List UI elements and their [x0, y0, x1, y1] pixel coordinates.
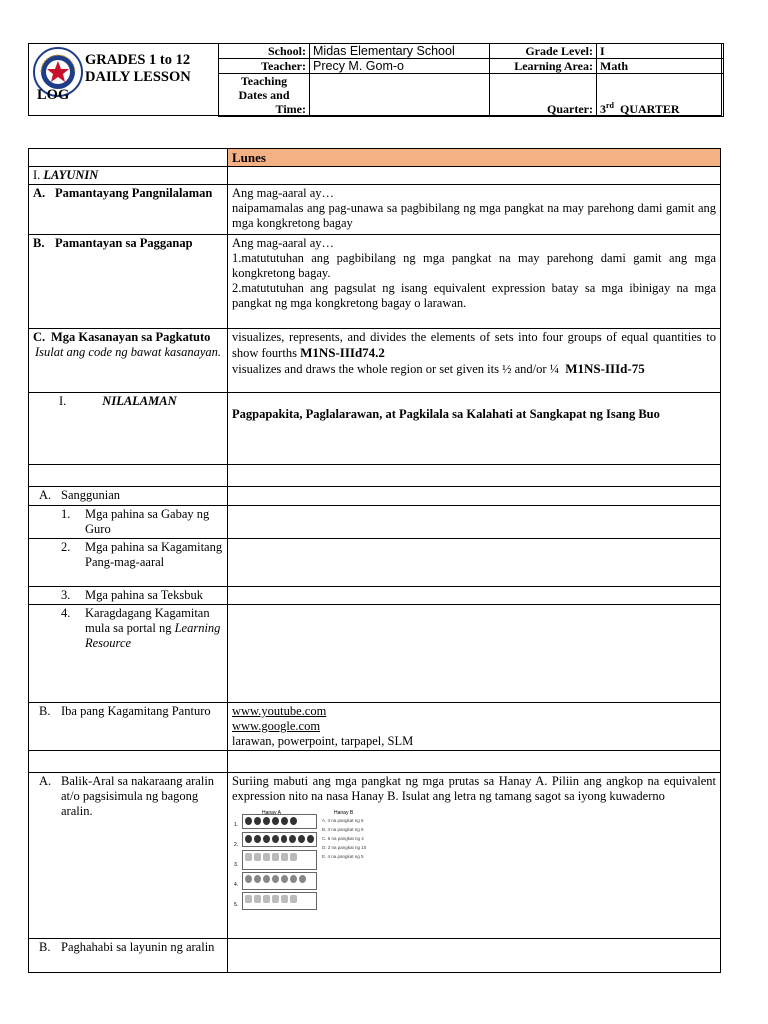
worksheet-num: 3.	[234, 862, 239, 868]
fruit-group	[242, 814, 317, 829]
teaching-dates-label-3: Time:	[275, 102, 306, 116]
nilalaman-label	[29, 393, 228, 465]
a-line-1: Ang mag-aaral ay…	[232, 186, 335, 200]
sanggunian-value	[228, 487, 721, 506]
quarter-text: QUARTER	[620, 102, 680, 116]
iba-pang-kagamitan-label	[29, 703, 228, 751]
item-letter-a: A.	[33, 186, 46, 200]
c-line-1-text: visualizes, represents, and divides the elements of sets into four groups of equal quantities to show fourths	[232, 330, 716, 360]
kasanayan-text: Mga Kasanayan sa Pagkatuto	[51, 330, 211, 344]
a-line-2: naipamamalas ang pag-unawa sa pagbibilang ng mga pangkat na may parehong dami gamit ang mga kongkretong bagay	[232, 201, 716, 230]
nilalaman-value: Pagpapakita, Paglalarawan, at Pagkilala sa Kalahati at Sangkapat ng Isang Buo	[228, 393, 721, 465]
worksheet-option: A. 3 na pangkat ng 6	[322, 818, 364, 823]
title-line-1: GRADES 1 to 12	[85, 52, 191, 68]
sanggunian-label	[29, 487, 228, 506]
teaching-dates-label-2: Dates and	[238, 88, 290, 102]
fruit-group	[242, 850, 317, 870]
title-line-2: DAILY LESSON	[85, 69, 191, 85]
iba-text: Iba pang Kagamitang Panturo	[61, 704, 211, 718]
pamantayan-sa-pagganap-label	[29, 235, 228, 329]
s4-text: Karagdagang Kagamitan mula sa portal ng	[85, 606, 210, 635]
spacer-right-2	[228, 751, 721, 773]
teaching-dates-value	[310, 74, 490, 117]
c-code-1: M1NS-IIId74.2	[300, 345, 385, 360]
balik-aral-label	[29, 773, 228, 939]
worksheet-col-a: Hanay A	[262, 810, 281, 816]
teacher-value: Precy M. Gom-o	[310, 59, 490, 74]
spacer-left-1	[29, 465, 228, 487]
worksheet-option: E. 4 na pangkat ng 5	[322, 854, 364, 859]
nilalaman-text: NILALAMAN	[102, 394, 177, 408]
iba-line-3: larawan, powerpoint, tarpapel, SLM	[232, 734, 414, 748]
lesson-table	[28, 148, 721, 973]
iba-pang-kagamitan-value	[228, 703, 721, 751]
header-block	[28, 43, 722, 116]
gabay-guro-value	[228, 506, 721, 539]
balik-aral-instructions: Suriing mabuti ang mga pangkat ng mga prutas sa Hanay A. Piliin ang angkop na equivalent expression nito na nasa Hanay B. Isulat ang letra ng tamang sagot sa iyong kuwaderno	[232, 774, 716, 803]
worksheet-num: 4.	[234, 882, 239, 888]
kagamitang-value	[228, 539, 721, 587]
balik-text: Balik-Aral sa nakaraang aralin at/o pagsisimula ng bagong aralin.	[61, 774, 215, 818]
paghahabi-value	[228, 939, 721, 973]
kasanayan-label	[29, 329, 228, 393]
teacher-label: Teacher:	[219, 59, 310, 74]
s4-italic: Learning Resource	[85, 621, 221, 650]
worksheet-option: D. 2 na pangkat ng 10	[322, 845, 367, 850]
b-line-1: Ang mag-aaral ay…	[232, 236, 335, 250]
c-code-2: M1NS-IIId-75	[565, 361, 645, 376]
item-letter-b: B.	[33, 236, 45, 250]
worksheet-option: B. 3 na pangkat ng 8	[322, 827, 364, 832]
youtube-link[interactable]: www.youtube.com	[232, 704, 327, 718]
worksheet-num: 2.	[234, 842, 239, 848]
teaching-dates-label-1: Teaching	[240, 74, 288, 88]
paghahabi-letter: B.	[39, 940, 51, 954]
gabay-guro-label	[29, 506, 228, 539]
google-link[interactable]: www.google.com	[232, 719, 321, 733]
fruit-group	[242, 872, 317, 890]
pamantayan-sa-pagganap-value	[228, 235, 721, 329]
grade-level-label: Grade Level:	[490, 44, 597, 59]
grade-level-value: I	[597, 44, 724, 59]
paghahabi-label	[29, 939, 228, 973]
item-letter-c: C.	[33, 330, 46, 344]
layunin-num: I.	[33, 168, 41, 182]
c-line-2	[232, 361, 716, 377]
nilalaman-num: I.	[59, 394, 67, 408]
learning-area-value: Math	[597, 59, 724, 74]
karagdagang-label	[29, 605, 228, 703]
s2-num: 2.	[61, 540, 71, 554]
school-label: School:	[219, 44, 310, 59]
teksbuk-value	[228, 587, 721, 605]
fruit-group	[242, 892, 317, 910]
kasanayan-note: Isulat ang code ng bawat kasanayan.	[34, 345, 222, 359]
c-line-2-text: visualizes and draws the whole region or set given its ½ and/or ¼	[232, 362, 560, 376]
logo-area	[29, 44, 219, 115]
layunin-label: LAYUNIN	[43, 168, 99, 182]
balik-letter: A.	[39, 774, 52, 788]
spacer-left-2	[29, 751, 228, 773]
pamantayang-pangnilalaman-label	[29, 185, 228, 235]
header-info-table	[218, 43, 724, 117]
s2-text: Mga pahina sa Kagamitang Pang-mag-aaral	[85, 540, 223, 569]
worksheet-option: C. 6 na pangkat ng 4	[322, 836, 364, 841]
worksheet-col-b: Hanay B	[334, 810, 354, 816]
log-title	[85, 52, 191, 86]
fruit-group	[242, 832, 317, 847]
s1-num: 1.	[61, 507, 71, 521]
quarter-suffix: rd	[606, 101, 614, 110]
day-header: Lunes	[228, 149, 721, 167]
kagamitang-label	[29, 539, 228, 587]
iba-letter: B.	[39, 704, 51, 718]
worksheet-image	[234, 806, 379, 914]
sanggunian-letter: A.	[39, 488, 52, 502]
s4-num: 4.	[61, 606, 71, 620]
pamantayan-sa-pagganap-text: Pamantayan sa Pagganap	[55, 236, 193, 250]
s3-num: 3.	[61, 588, 71, 602]
teaching-dates-label	[219, 74, 310, 117]
s1-text: Mga pahina sa Gabay ng Guro	[85, 507, 210, 536]
learning-area-label: Learning Area:	[490, 59, 597, 74]
s3-text: Mga pahina sa Teksbuk	[85, 588, 203, 602]
b-line-2: 1.matututuhan ang pagbibilang ng mga pangkat na may parehong dami gamit ang mga kongkretong bagay.	[232, 251, 716, 280]
worksheet-num: 1.	[234, 822, 239, 828]
sanggunian-text: Sanggunian	[61, 488, 121, 502]
kasanayan-value	[228, 329, 721, 393]
teksbuk-label	[29, 587, 228, 605]
worksheet-num: 5.	[234, 902, 239, 908]
layunin-heading	[29, 167, 228, 185]
karagdagang-value	[228, 605, 721, 703]
quarter-label: Quarter:	[490, 74, 597, 117]
balik-aral-value	[228, 773, 721, 939]
school-value: Midas Elementary School	[310, 44, 490, 59]
layunin-value	[228, 167, 721, 185]
pamantayang-pangnilalaman-text: Pamantayang Pangnilalaman	[55, 186, 213, 200]
quarter-number: 3	[600, 102, 606, 116]
quarter-value	[597, 74, 724, 117]
corner-cell	[29, 149, 228, 167]
paghahabi-text: Paghahabi sa layunin ng aralin	[61, 940, 215, 954]
spacer-right-1	[228, 465, 721, 487]
pamantayang-pangnilalaman-value	[228, 185, 721, 235]
c-line-1	[232, 330, 716, 361]
b-line-3: 2.matututuhan ang pagsulat ng isang equivalent expression batay sa mga ibinigay na mga pangkat ng mga kongkretong bagay o larawan.	[232, 281, 716, 310]
title-line-3: LOG	[37, 87, 70, 103]
